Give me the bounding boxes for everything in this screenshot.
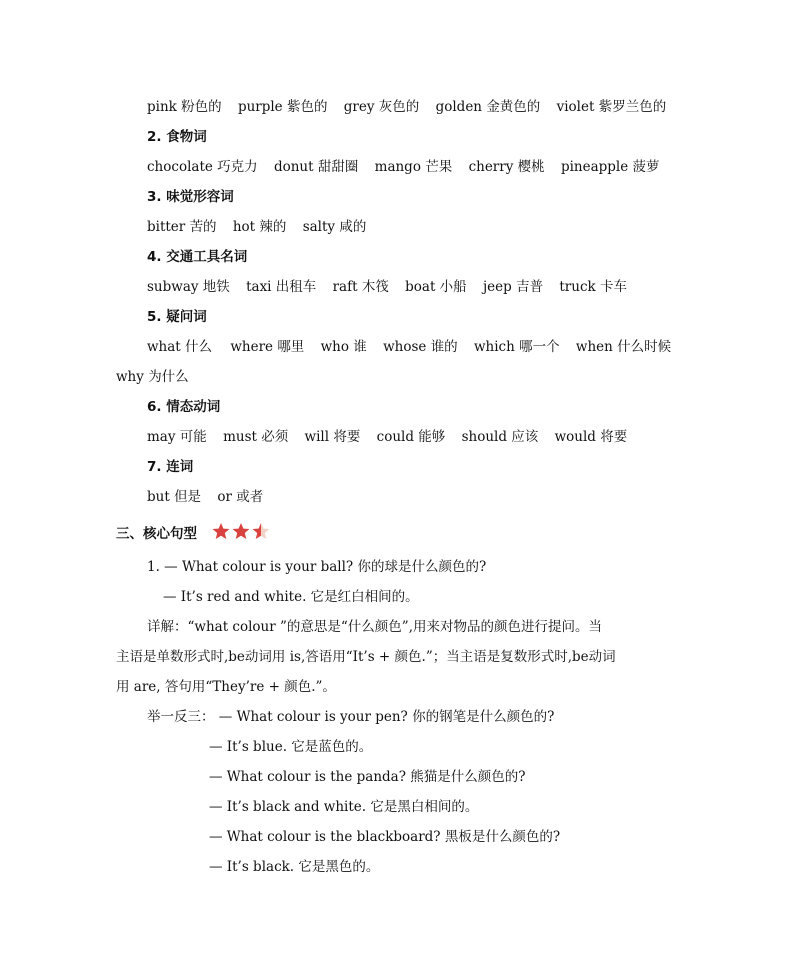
example-3-answer: — It’s black. 它是黑色的。 (209, 859, 380, 875)
examples-label: 举一反三： (147, 709, 215, 725)
taste-words-row (147, 217, 366, 237)
word-would: would 将要 (554, 429, 628, 445)
word-could: could 能够 (376, 429, 446, 445)
explanation-line-2: 主语是单数形式时,be动词用 is,答语用“It’s + 颜色.”；当主语是复数形式时,be动词 (116, 649, 616, 665)
word-when: when 什么时候 (575, 339, 672, 355)
sentence-a1: — It’s red and white. 它是红白相间的。 (163, 589, 419, 605)
word-mango: mango 芒果 (374, 159, 453, 175)
word-must: must 必须 (223, 429, 289, 445)
word-will: will 将要 (304, 429, 361, 445)
sentence-q1: 1. — What colour is your ball? 你的球是什么颜色的? (147, 559, 487, 575)
word-but: but 但是 (147, 489, 202, 505)
word-truck: truck 卡车 (559, 279, 627, 295)
example-2-answer: — It’s black and white. 它是黑白相间的。 (209, 799, 479, 815)
section3-title: 三、核心句型 (116, 526, 197, 542)
word-bitter: bitter 苦的 (147, 219, 217, 235)
modal-words-row (147, 427, 627, 447)
explanation-line-1: 详解：“what colour ”的意思是“什么颜色”,用来对物品的颜色进行提问。当 (147, 619, 602, 635)
colour-words-row (147, 97, 666, 117)
conj-words-row (147, 487, 263, 507)
example-3-question: — What colour is the blackboard? 黑板是什么颜色的? (209, 829, 561, 845)
word-purple: purple 紫色的 (237, 99, 328, 115)
word-may: may 可能 (147, 429, 207, 445)
word-pink: pink 粉色的 (147, 99, 222, 115)
word-why: why 为什么 (116, 369, 189, 385)
word-which: which 哪一个 (473, 339, 560, 355)
example-2-question: — What colour is the panda? 熊猫是什么颜色的? (209, 769, 526, 785)
word-subway: subway 地铁 (147, 279, 230, 295)
modal-heading: 6. 情态动词 (147, 399, 221, 415)
word-donut: donut 甜甜圈 (273, 159, 359, 175)
section3-title-row (116, 522, 272, 546)
transport-words-row (147, 277, 627, 297)
word-jeep: jeep 吉普 (482, 279, 544, 295)
example-1-question: — What colour is your pen? 你的钢笔是什么颜色的? (218, 709, 555, 725)
explanation-line-3: 用 are, 答句用“They’re + 颜色.”。 (116, 679, 336, 695)
word-boat: boat 小船 (405, 279, 467, 295)
star-icon (232, 522, 250, 540)
question-heading: 5. 疑问词 (147, 309, 207, 325)
taste-heading: 3. 味觉形容词 (147, 189, 234, 205)
example-1-question-row (147, 707, 554, 727)
word-or: or 或者 (217, 489, 264, 505)
word-where: where 哪里 (230, 339, 305, 355)
example-1-answer: — It’s blue. 它是蓝色的。 (209, 739, 373, 755)
word-pineapple: pineapple 菠萝 (560, 159, 660, 175)
transport-heading: 4. 交通工具名词 (147, 249, 248, 265)
word-salty: salty 咸的 (302, 219, 367, 235)
word-taxi: taxi 出租车 (246, 279, 317, 295)
word-violet: violet 紫罗兰色的 (556, 99, 667, 115)
conj-heading: 7. 连词 (147, 459, 194, 475)
question-words-row (147, 337, 671, 357)
star-icon (212, 522, 230, 540)
word-cherry: cherry 樱桃 (468, 159, 545, 175)
word-golden: golden 金黄色的 (435, 99, 541, 115)
difficulty-rating (212, 522, 272, 546)
word-should: should 应该 (461, 429, 539, 445)
food-heading: 2. 食物词 (147, 129, 207, 145)
word-hot: hot 辣的 (232, 219, 287, 235)
word-what: what 什么 (147, 339, 213, 355)
word-whose: whose 谁的 (383, 339, 458, 355)
star-icon (252, 522, 270, 540)
food-words-row (147, 157, 660, 177)
word-who: who 谁 (320, 339, 367, 355)
word-raft: raft 木筏 (332, 279, 389, 295)
word-grey: grey 灰色的 (343, 99, 420, 115)
word-chocolate: chocolate 巧克力 (147, 159, 258, 175)
